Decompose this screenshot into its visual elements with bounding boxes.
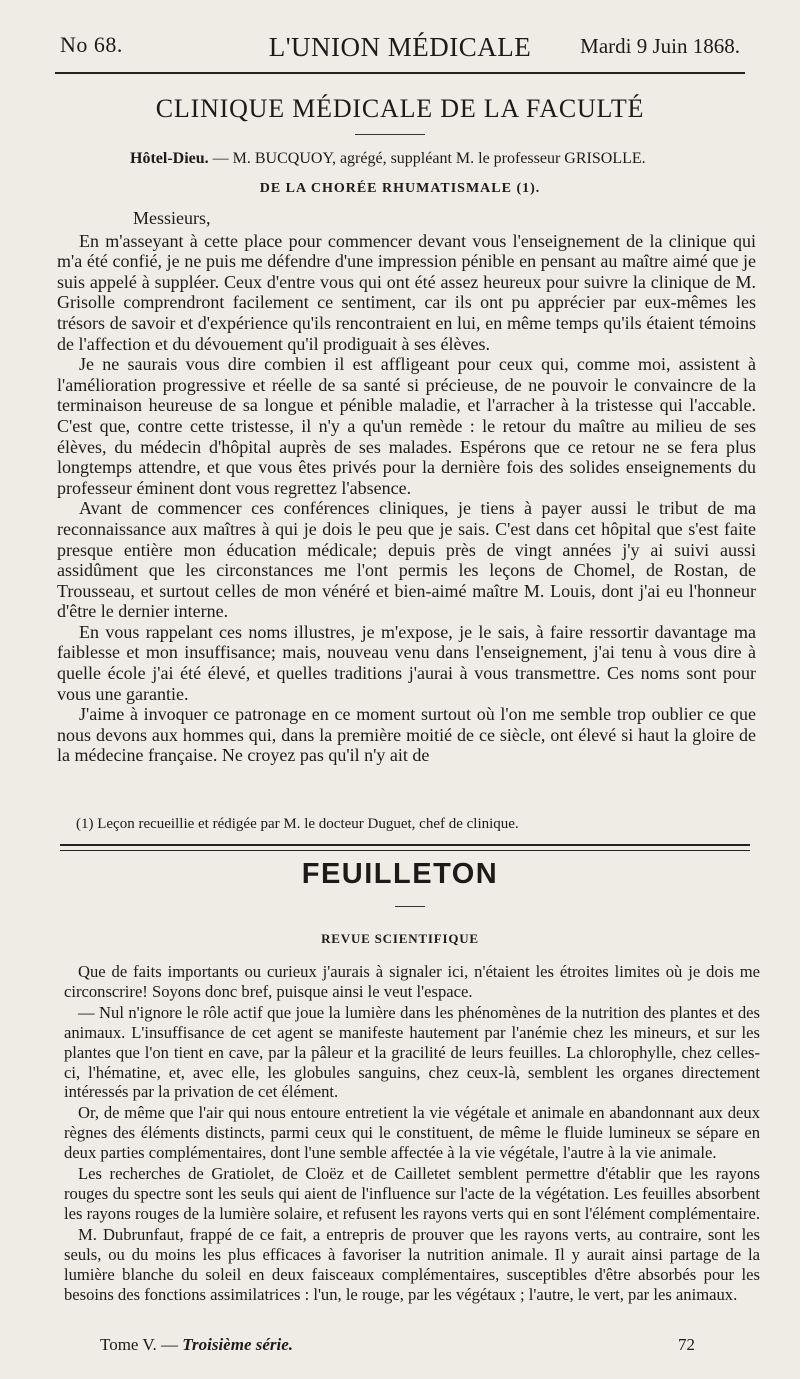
- paragraph: En m'asseyant à cette place pour commencer devant vous l'enseignement de la clinique qui m'a été confié, je ne puis me défendre d'une impression pénible en pensant au maître aimé que je suis appelé à suppléer. Ceux d'entre vous qui ont été assez heureux pour suivre la clinique de M. Grisolle comprendront facilement ce sentiment, car ils ont pu apprécier par eux-mêmes les trésors de savoir et d'expérience qu'ils rencontraient en lui, en même temps qu'ils étaient témoins de l'affection et du dévouement qu'il prodiguait à ses élèves.: [57, 230, 756, 354]
- paragraph: En vous rappelant ces noms illustres, je m'expose, je le sais, à faire ressortir davantage ma faiblesse et mon insuffisance; mais, nouveau venu dans l'enseignement, j'ai tenu à vous dire à quelle école j'ai été élevé, et quelles traditions j'aurai à vous transmettre. Ces noms sont pour vous une garantie.: [57, 621, 756, 704]
- paragraph: Je ne saurais vous dire combien il est affligeant pour ceux qui, comme moi, assistent à l'amélioration progressive et réelle de sa santé si précieuse, de ne pouvoir le convaincre de la terminaison heureuse de sa longue et pénible maladie, et l'arracher à la tristesse qui l'accable. C'est que, contre cette tristesse, il n'y a qu'un remède : le retour du maître au milieu de ses élèves, du médecin d'hôpital auprès de ses malades. Espérons que ce retour ne se fera plus longtemps attendre, et que vous êtes privés pour la dernière fois des solides enseignements du professeur éminent dont vous regrettez l'absence.: [57, 354, 756, 498]
- volume: Tome V. —: [100, 1335, 183, 1354]
- salutation: Messieurs,: [133, 208, 211, 228]
- byline: [130, 150, 646, 168]
- feuilleton-body: [64, 962, 760, 1305]
- paragraph: J'aime à invoquer ce patronage en ce moment surtout où l'on me semble trop oublier ce que nous devons aux hommes qui, dans la première moitié de ce siècle, ont élevé si haut la gloire de la médecine française. Ne croyez pas qu'il n'y ait de: [57, 704, 756, 766]
- paragraph: Or, de même que l'air qui nous entoure entretient la vie végétale et animale en abandonnant aux deux règnes des éléments distincts, parmi ceux qui le constituent, de même le fluide lumineux se sépare en deux parties complémentaires, dont l'une semble affectée à la vie végétale, l'autre à la vie animale.: [64, 1103, 760, 1163]
- feuilleton-rule: [60, 844, 750, 851]
- footnote: (1) Leçon recueillie et rédigée par M. le docteur Duguet, chef de clinique.: [76, 816, 519, 832]
- section-title: CLINIQUE MÉDICALE DE LA FACULTÉ: [155, 94, 645, 123]
- issue-date: Mardi 9 Juin 1868.: [580, 34, 740, 58]
- issue-number: No 68.: [60, 32, 123, 57]
- feuilleton-divider: [395, 906, 425, 907]
- feuilleton-title: FEUILLETON: [301, 858, 499, 890]
- paragraph: Que de faits importants ou curieux j'aurais à signaler ici, n'étaient les étroites limites où je dois me circonscrire! Soyons donc bref, puisque ainsi le veut l'espace.: [64, 962, 760, 1001]
- page-footer: [100, 1335, 700, 1359]
- title-divider: [355, 134, 425, 135]
- series: Troisième série.: [182, 1335, 294, 1354]
- header-rule: [55, 72, 745, 74]
- journal-title: L'UNION MÉDICALE: [268, 32, 532, 62]
- paragraph: Avant de commencer ces conférences cliniques, je tiens à payer aussi le tribut de ma reconnaissance aux maîtres à qui je dois le peu que je sais. C'est dans cet hôpital que s'est faite presque entière mon éducation médicale; depuis près de vingt années j'y ai suivi aussi assidûment que les circonstances me l'ont permis les leçons de Chomel, de Rostan, de Trousseau, et surtout celles de mon vénéré et bien-aimé maître M. Louis, dont j'ai eu l'honneur d'être le dernier interne.: [57, 498, 756, 622]
- byline-text: — M. BUCQUOY, agrégé, suppléant M. le professeur GRISOLLE.: [208, 150, 646, 167]
- byline-place: Hôtel-Dieu.: [130, 150, 209, 167]
- paragraph: M. Dubrunfaut, frappé de ce fait, a entrepris de prouver que les rayons verts, au contraire, sont les seuls, ou du moins les plus efficaces à favoriser la nutrition animale. Il y aurait ainsi partage de la lumière blanche du soleil en deux faisceaux complémentaires, susceptibles d'être absorbés pour les besoins des fonctions assimilatrices : l'un, le rouge, par les végétaux ; l'autre, le vert, par les animaux.: [64, 1224, 760, 1304]
- lecture-body: [57, 208, 756, 766]
- paragraph: Les recherches de Gratiolet, de Cloëz et de Cailletet semblent permettre d'établir que les rayons rouges du spectre sont les seuls qui aient de l'influence sur l'acte de la végétation. Les feuilles absorbent les rayons rouges de la lumière solaire, et refusent les rayons verts qui en sont l'élément complémentaire.: [64, 1164, 761, 1223]
- page-number: 72: [678, 1335, 695, 1354]
- volume-info: [100, 1335, 293, 1355]
- lecture-title: DE LA CHORÉE RHUMATISMALE (1).: [259, 181, 541, 196]
- page-header: [60, 32, 740, 68]
- feuilleton-subtitle: REVUE SCIENTIFIQUE: [321, 931, 479, 946]
- paragraph: — Nul n'ignore le rôle actif que joue la lumière dans les phénomènes de la nutrition des plantes et des animaux. L'insuffisance de cet agent se manifeste hautement par l'anémie chez les mineurs, et sur les plantes que l'on tient en cave, par la pâleur et la gracilité de leurs feuilles. La chlorophylle, chez celles-ci, l'hématine, et, avec elle, les globules sanguins, chez ceux-là, semblent les organes directement intéressés par la privation de cet élément.: [64, 1002, 760, 1102]
